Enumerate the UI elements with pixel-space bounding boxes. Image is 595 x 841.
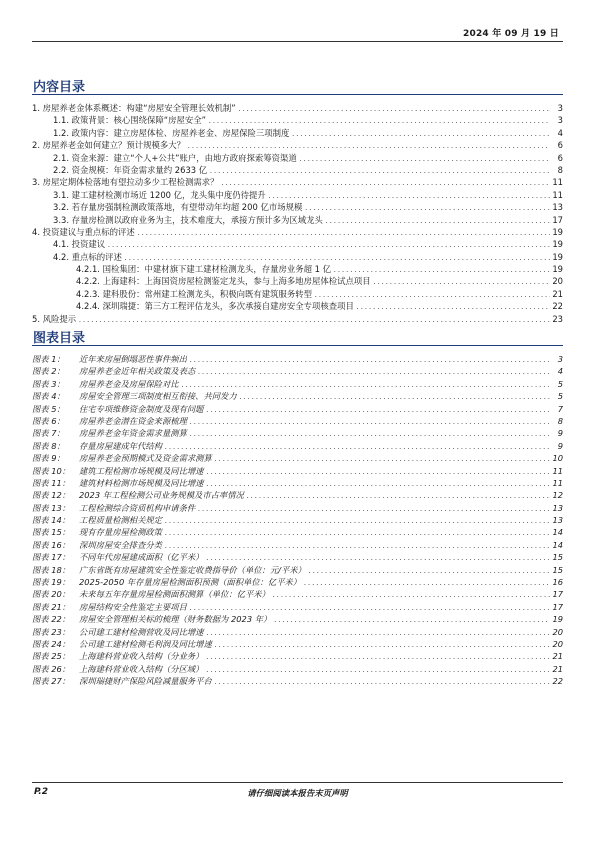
toc-entry[interactable] — [32, 300, 563, 312]
figure-entry-number: 图表 8： — [32, 440, 65, 451]
figure-entry[interactable] — [32, 638, 563, 650]
dot-leader — [246, 493, 550, 500]
toc-entry-page: 13 — [552, 202, 563, 213]
dot-leader — [205, 654, 550, 661]
figure-entry-page: 14 — [552, 539, 563, 550]
figure-entry[interactable] — [32, 613, 563, 625]
toc-entry-page: 6 — [557, 152, 563, 163]
dot-leader — [299, 156, 550, 163]
toc-entry[interactable] — [32, 127, 563, 139]
figure-entry-title: 广东省既有房屋建筑安全性鉴定收费指导价（单位：元/平米） — [79, 564, 306, 575]
figure-entry-title: 房屋养老金近年相关政策及表态 — [79, 366, 196, 377]
figure-entry-page: 13 — [552, 502, 563, 513]
dot-leader — [304, 205, 550, 212]
figure-entry-number: 图表 22： — [32, 614, 71, 625]
dot-leader — [164, 444, 550, 451]
figure-entry-number: 图表 27： — [32, 676, 71, 687]
toc-entry[interactable] — [32, 189, 563, 201]
figure-entry-page: 5 — [557, 391, 563, 402]
dot-leader — [197, 369, 550, 376]
figure-entry-title: 深圳房屋安全排查分类 — [79, 539, 162, 550]
figure-entry-page: 9 — [557, 428, 563, 439]
figure-entry[interactable] — [32, 440, 563, 452]
table-of-contents — [32, 102, 563, 325]
figure-entry-title: 房屋养老金潜在资金来源梳理 — [79, 415, 187, 426]
dot-leader — [214, 679, 550, 686]
toc-entry-title: 2.1. 资金来源：建立“个人+公共”账户，由地方政府探索筹资渠道 — [53, 152, 297, 163]
figure-entry-number: 图表 17： — [32, 552, 71, 563]
figure-entry[interactable] — [32, 390, 563, 402]
figure-entry-number: 图表 16： — [32, 539, 71, 550]
figure-entry-title: 工程质量检测相关规定 — [79, 515, 162, 526]
figure-entry-page: 12 — [552, 490, 563, 501]
figure-entry-title: 工程检测综合资质机构申请条件 — [79, 502, 196, 513]
figure-entry-title: 公司建工建材检测营收及同比增速 — [79, 626, 204, 637]
figure-entry-title: 2025-2050 年存量房屋检测面积预测（面积单位：亿平米） — [79, 577, 302, 588]
figure-entry-title: 建筑材料检测市场规模及同比增速 — [79, 477, 204, 488]
figure-entry-number: 图表 9： — [32, 453, 65, 464]
figure-entry-title: 住宅专项维修资金制度及现有问题 — [79, 403, 204, 414]
footer-disclaimer: 请仔细阅读本报告末页声明 — [247, 788, 348, 798]
figure-entry-title: 房屋结构安全性鉴定主要项目 — [79, 601, 187, 612]
toc-entry[interactable] — [32, 238, 563, 250]
figure-entry-title: 上海建科营业收入结构（分业务） — [79, 651, 204, 662]
figure-entry-page: 3 — [557, 354, 563, 364]
figure-entry[interactable] — [32, 663, 563, 675]
figure-entry-number: 图表 6： — [32, 415, 65, 426]
dot-leader — [124, 255, 550, 262]
toc-entry-page: 8 — [557, 164, 563, 175]
dot-leader — [239, 394, 550, 401]
toc-entry-title: 1.1. 政策背景：核心围绕保障“房屋安全” — [53, 115, 206, 126]
figure-entry-title: 上海建科营业收入结构（分区域） — [79, 663, 204, 674]
dot-leader — [187, 143, 550, 150]
toc-entry-title: 4.2.2. 上海建科：上海国资房屋检测鉴定龙头，参与上海多地房屋体检试点项目 — [76, 276, 371, 287]
figure-entry-page: 11 — [552, 465, 563, 476]
toc-entry-title: 3. 房屋定期体检落地有望拉动多少工程检测需求？ — [32, 177, 219, 188]
toc-entry-page: 19 — [552, 264, 563, 275]
figure-entry-title: 近年来房屋倒塌恶性事件频出 — [79, 354, 187, 364]
figure-entry[interactable] — [32, 526, 563, 538]
toc-entry-page: 3 — [557, 115, 563, 126]
toc-entry-page: 3 — [557, 103, 563, 113]
toc-entry-title: 2. 房屋养老金如何建立？预计规模多大？ — [32, 140, 186, 151]
dot-leader — [314, 292, 550, 299]
figure-entry-title: 房屋养老金年资金需求量测算 — [79, 428, 187, 439]
dot-leader — [205, 469, 550, 476]
figure-entry[interactable] — [32, 403, 563, 415]
figure-entry-number: 图表 14： — [32, 515, 71, 526]
figure-entry-number: 图表 18： — [32, 564, 71, 575]
toc-entry-title: 5. 风险提示 — [32, 313, 77, 324]
dot-leader — [205, 630, 550, 637]
figure-entry[interactable] — [32, 378, 563, 390]
figure-entry-number: 图表 7： — [32, 428, 65, 439]
toc-entry-title: 4.1. 投资建议 — [53, 239, 106, 250]
dot-leader — [273, 617, 550, 624]
figure-entry-page: 20 — [552, 638, 563, 649]
toc-entry-title: 4. 投资建议与重点标的评述 — [32, 226, 135, 237]
figure-entry-title: 现有存量房屋检测政策 — [79, 527, 162, 538]
figure-entry[interactable] — [32, 452, 563, 464]
dot-leader — [221, 180, 550, 187]
footer-divider — [32, 782, 563, 783]
figure-entry[interactable] — [32, 576, 563, 588]
toc-entry-page: 11 — [552, 189, 563, 200]
figure-entry-page: 20 — [552, 626, 563, 637]
figure-entry-number: 图表 23： — [32, 626, 71, 637]
figure-entry-number: 图表 3： — [32, 378, 65, 389]
dot-leader — [137, 230, 550, 237]
page-number: P.2 — [34, 787, 48, 797]
dot-leader — [181, 382, 550, 389]
figure-entry[interactable] — [32, 675, 563, 687]
toc-entry-title: 1. 房屋养老金体系概述：构建“房屋安全管理长效机制” — [32, 103, 236, 113]
toc-entry-title: 3.3. 存量房检测以政府业务为主，技术难度大，承接方预计多为区域龙头 — [53, 214, 323, 225]
toc-entry-page: 21 — [552, 288, 563, 299]
figure-entry-number: 图表 12： — [32, 490, 71, 501]
figure-entry-page: 15 — [552, 564, 563, 575]
toc-entry[interactable] — [32, 288, 563, 300]
toc-entry[interactable] — [32, 275, 563, 287]
figure-entry-page: 11 — [552, 477, 563, 488]
figure-entry-page: 9 — [557, 440, 563, 451]
figure-entry-title: 存量房屋建成年代结构 — [79, 440, 162, 451]
figure-entry-page: 4 — [557, 366, 563, 377]
figure-entry-number: 图表 13： — [32, 502, 71, 513]
figure-entry-number: 图表 5： — [32, 403, 65, 414]
figure-entry-number: 图表 15： — [32, 527, 71, 538]
figure-entry[interactable] — [32, 514, 563, 526]
figure-entry[interactable] — [32, 650, 563, 662]
header-divider — [32, 41, 563, 42]
dot-leader — [268, 193, 550, 200]
figure-entry-number: 图表 21： — [32, 601, 71, 612]
toc-entry[interactable] — [32, 164, 563, 176]
dot-leader — [214, 642, 550, 649]
toc-entry-title: 4.2.4. 深圳瑞捷：第三方工程评估龙头，多次承接自建房安全专项核查项目 — [76, 301, 354, 312]
toc-entry[interactable] — [32, 139, 563, 151]
figure-entry-page: 8 — [557, 415, 563, 426]
contents-title-rule — [32, 94, 563, 95]
dot-leader — [303, 580, 550, 587]
toc-entry-page: 20 — [552, 276, 563, 287]
figure-entry-page: 17 — [552, 601, 563, 612]
figure-entry-number: 图表 2： — [32, 366, 65, 377]
figure-entry[interactable] — [32, 489, 563, 501]
toc-entry[interactable] — [32, 114, 563, 126]
figure-entry[interactable] — [32, 365, 563, 377]
toc-entry-page: 22 — [552, 301, 563, 312]
toc-entry-page: 17 — [552, 214, 563, 225]
dot-leader — [205, 481, 550, 488]
dot-leader — [164, 530, 550, 537]
figure-entry-number: 图表 19： — [32, 577, 71, 588]
toc-entry[interactable] — [32, 251, 563, 263]
dot-leader — [205, 667, 550, 674]
dot-leader — [209, 168, 550, 175]
dot-leader — [189, 605, 550, 612]
figure-entry-page: 21 — [552, 651, 563, 662]
dot-leader — [373, 279, 550, 286]
dot-leader — [164, 518, 550, 525]
figure-entry-number: 图表 4： — [32, 391, 65, 402]
figure-entry[interactable] — [32, 588, 563, 600]
figure-entry-title: 房屋安全管理相关标的梳理（财务数据为 2023 年） — [79, 614, 272, 625]
toc-entry-title: 3.2. 若存量房强制检测政策落地，有望带动年均超 200 亿市场规模 — [53, 202, 303, 213]
toc-entry[interactable] — [32, 214, 563, 226]
figure-entry-title: 房屋安全管理三项制度相互衔接、共同发力 — [79, 391, 237, 402]
figure-entry[interactable] — [32, 601, 563, 613]
list-of-figures — [32, 353, 563, 688]
figure-entry-title: 公司建工建材检测毛利润及同比增速 — [79, 638, 212, 649]
figure-entry-page: 16 — [552, 577, 563, 588]
dot-leader — [214, 456, 550, 463]
figure-entry-title: 建筑工程检测市场规模及同比增速 — [79, 465, 204, 476]
figure-entry-page: 14 — [552, 527, 563, 538]
toc-entry[interactable] — [32, 152, 563, 164]
figure-entry-title: 房屋养老金预期模式及资金需求测算 — [79, 453, 212, 464]
figure-entry-title: 未来每五年存量房屋检测面积测算（单位：亿平米） — [79, 589, 270, 600]
figure-entry[interactable] — [32, 502, 563, 514]
dot-leader — [333, 267, 550, 274]
figure-entry[interactable] — [32, 477, 563, 489]
figure-entry[interactable] — [32, 539, 563, 551]
figure-entry[interactable] — [32, 465, 563, 477]
dot-leader — [356, 304, 550, 311]
dot-leader — [189, 357, 550, 364]
figure-entry[interactable] — [32, 564, 563, 576]
toc-entry-title: 4.2.1. 国检集团：中建材旗下建工建材检测龙头，存量房业务超 1 亿 — [76, 264, 332, 275]
toc-entry-page: 4 — [557, 127, 563, 138]
figures-title: 图表目录 — [33, 331, 86, 346]
figure-entry-title: 不同年代房屋建成面积（亿平米） — [79, 552, 204, 563]
toc-entry[interactable] — [32, 102, 563, 114]
dot-leader — [208, 118, 550, 125]
figure-entry-page: 19 — [552, 614, 563, 625]
toc-entry-page: 23 — [552, 313, 563, 324]
dot-leader — [238, 106, 550, 113]
figure-entry-page: 5 — [557, 378, 563, 389]
figure-entry[interactable] — [32, 353, 563, 365]
figure-entry-number: 图表 11： — [32, 477, 71, 488]
toc-entry-title: 1.2. 政策内容：建立房屋体检、房屋养老金、房屋保险三项制度 — [53, 127, 290, 138]
toc-entry[interactable] — [32, 313, 563, 325]
dot-leader — [205, 555, 550, 562]
toc-entry[interactable] — [32, 201, 563, 213]
toc-entry[interactable] — [32, 263, 563, 275]
dot-leader — [325, 218, 550, 225]
figure-entry-page: 15 — [552, 552, 563, 563]
figure-entry-number: 图表 25： — [32, 651, 71, 662]
dot-leader — [197, 506, 550, 513]
figure-entry-page: 7 — [557, 403, 563, 414]
figure-entry-number: 图表 20： — [32, 589, 71, 600]
toc-entry-title: 3.1. 建工建材检测市场近 1200 亿，龙头集中度仍待提升 — [53, 189, 266, 200]
toc-entry-page: 11 — [552, 177, 563, 188]
figure-entry[interactable] — [32, 415, 563, 427]
toc-entry-page: 19 — [552, 239, 563, 250]
figure-entry-title: 2023 年工程检测公司业务规模及市占率情况 — [79, 490, 244, 501]
contents-title: 内容目录 — [33, 80, 86, 95]
toc-entry[interactable] — [32, 176, 563, 188]
figure-entry[interactable] — [32, 551, 563, 563]
toc-entry[interactable] — [32, 226, 563, 238]
figures-title-rule — [32, 345, 563, 346]
figure-entry-page: 21 — [552, 663, 563, 674]
figure-entry[interactable] — [32, 427, 563, 439]
dot-leader — [189, 431, 550, 438]
figure-entry-page: 22 — [552, 676, 563, 687]
figure-entry-number: 图表 1： — [32, 354, 65, 364]
dot-leader — [291, 131, 550, 138]
figure-entry-page: 17 — [552, 589, 563, 600]
toc-entry-page: 19 — [552, 251, 563, 262]
report-date: 2024 年 09 月 19 日 — [463, 29, 559, 39]
figure-entry-number: 图表 24： — [32, 638, 71, 649]
figure-entry-number: 图表 10： — [32, 465, 71, 476]
toc-entry-title: 2.2. 资金规模：年资金需求量约 2633 亿 — [53, 164, 208, 175]
dot-leader — [308, 568, 550, 575]
dot-leader — [164, 543, 550, 550]
figure-entry-number: 图表 26： — [32, 663, 71, 674]
figure-entry-page: 10 — [552, 453, 563, 464]
toc-entry-page: 19 — [552, 226, 563, 237]
figure-entry-title: 房屋养老金及房屋保险对比 — [79, 378, 179, 389]
figure-entry-page: 13 — [552, 515, 563, 526]
toc-entry-title: 4.2. 重点标的评述 — [53, 251, 122, 262]
toc-entry-title: 4.2.3. 建科股份：常州建工检测龙头，积极向既有建筑服务转型 — [76, 288, 313, 299]
figure-entry[interactable] — [32, 626, 563, 638]
dot-leader — [272, 592, 550, 599]
figure-entry-title: 深圳瑞捷财产保险风险减量服务平台 — [79, 676, 212, 687]
dot-leader — [107, 242, 550, 249]
dot-leader — [205, 407, 550, 414]
toc-entry-page: 6 — [557, 140, 563, 151]
dot-leader — [78, 317, 550, 324]
dot-leader — [189, 419, 550, 426]
